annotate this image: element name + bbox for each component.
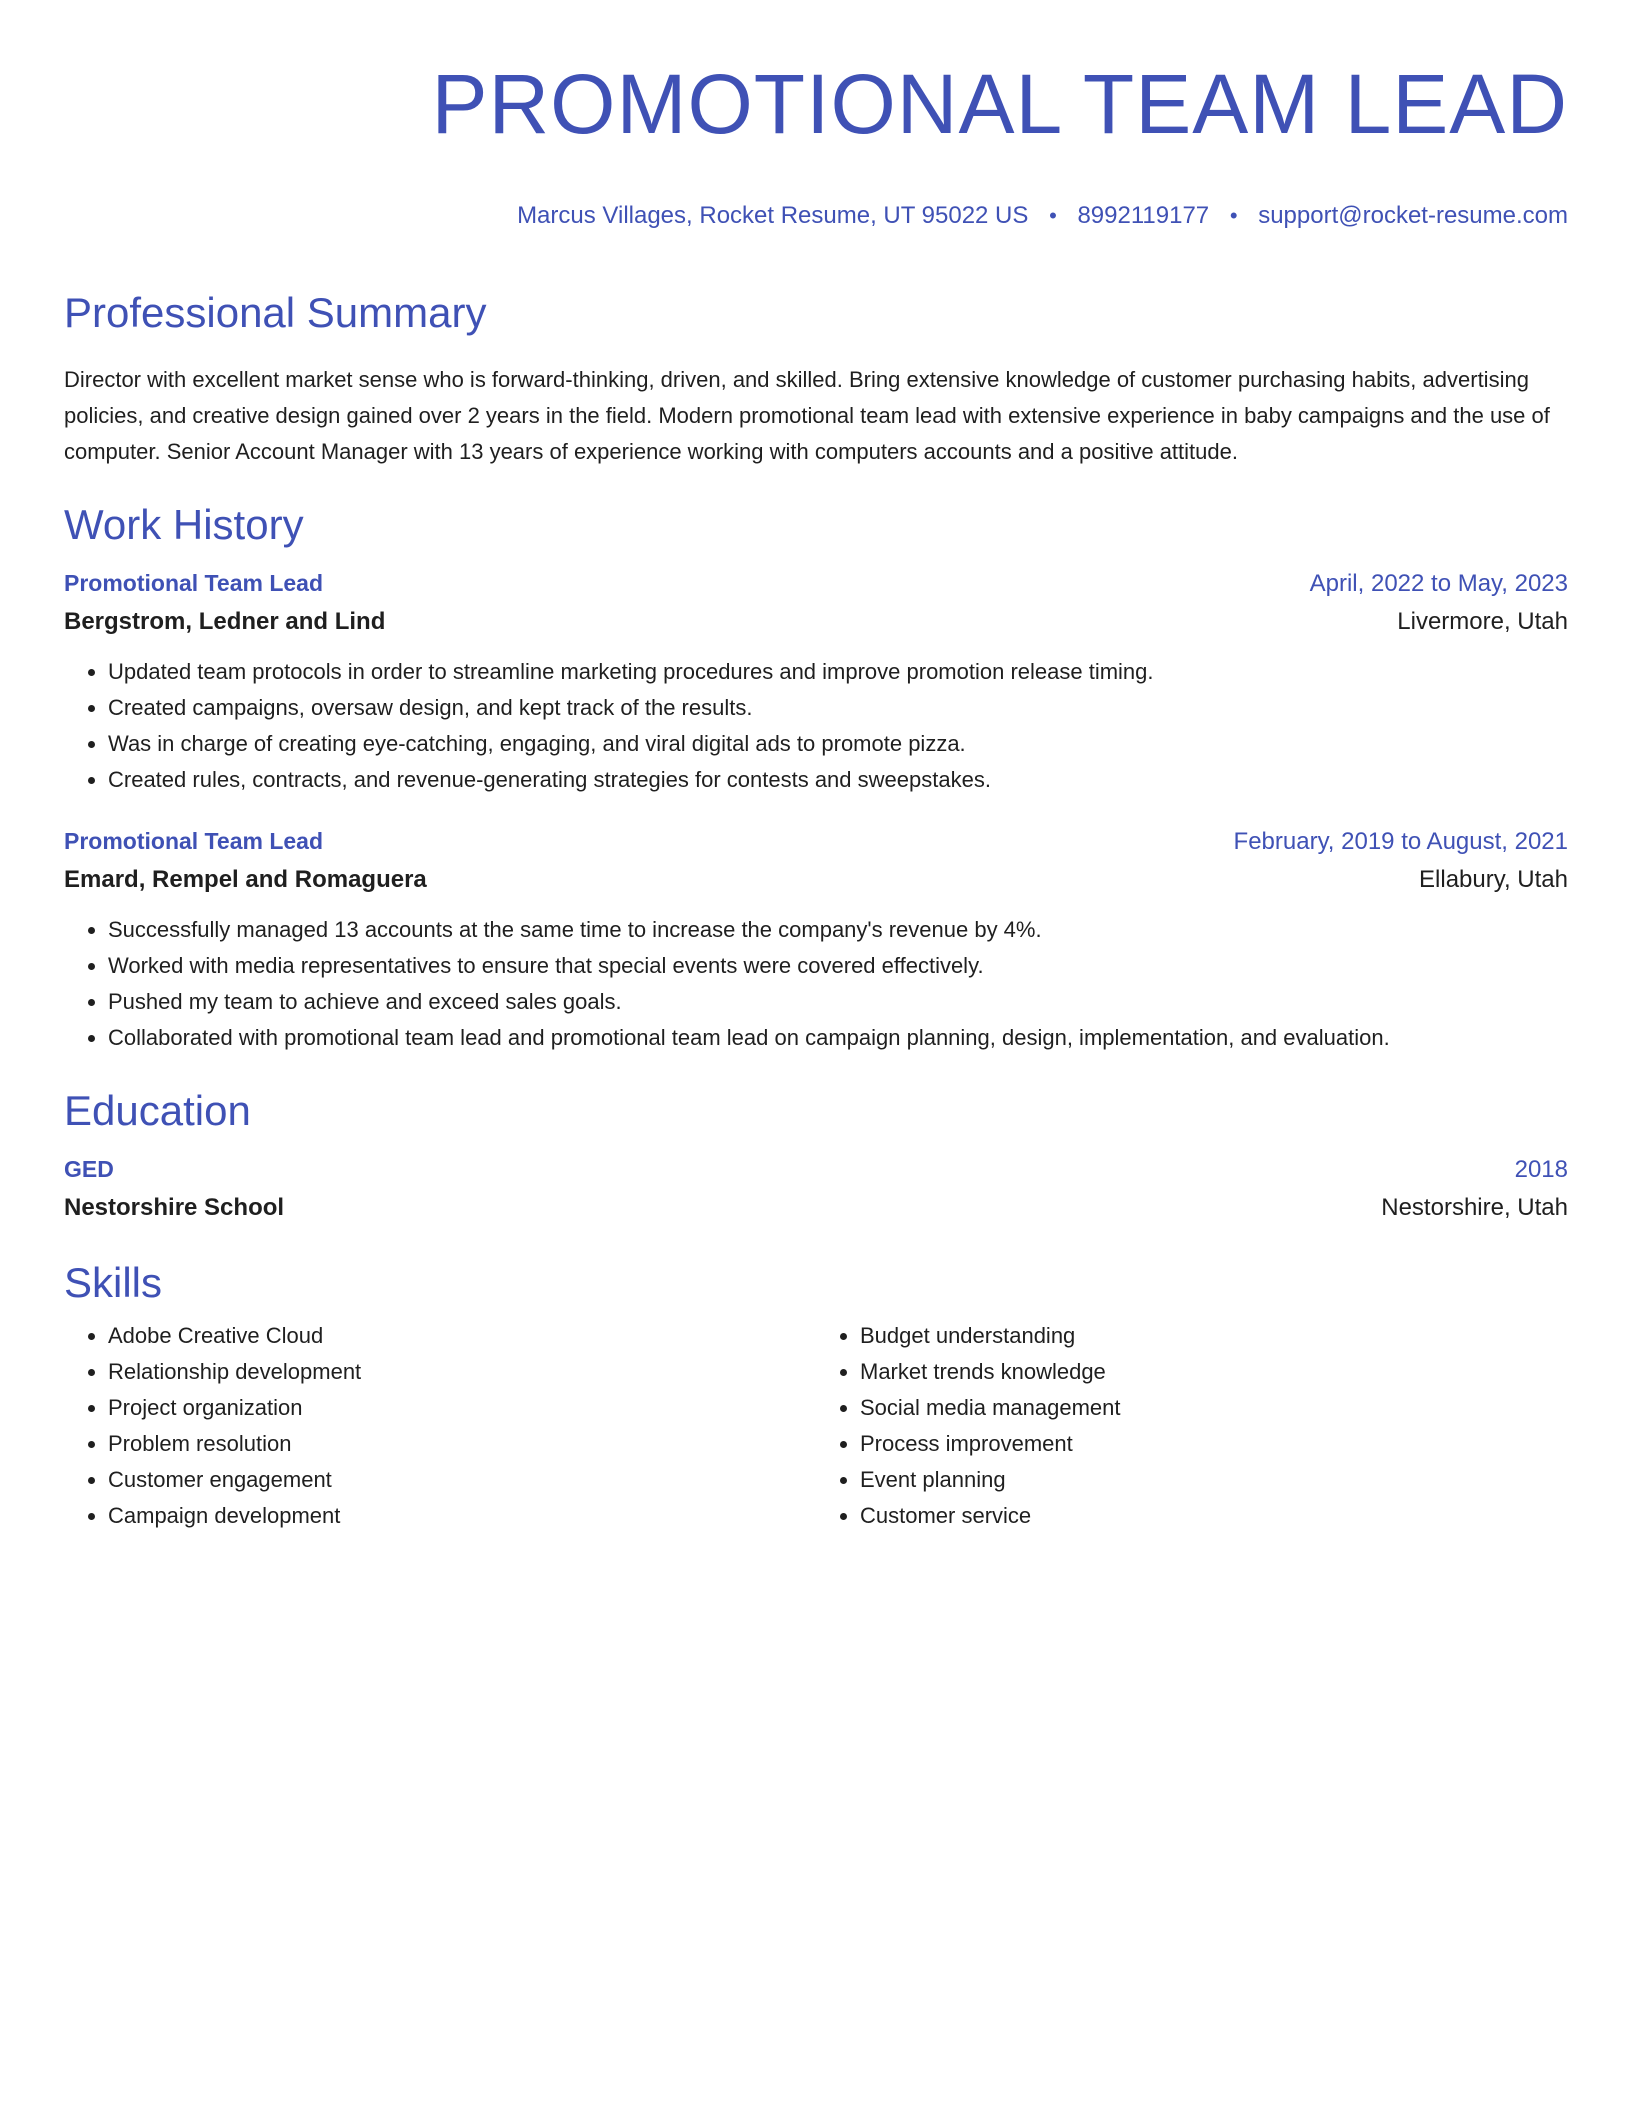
resume-page — [64, 0, 1568, 1534]
contact-email: support@rocket-resume.com — [1258, 202, 1568, 230]
contact-separator: • — [1049, 203, 1057, 229]
job-dates: April, 2022 to May, 2023 — [1309, 570, 1568, 598]
skill-item: • Social media management — [860, 1390, 1568, 1426]
education-location: Nestorshire, Utah — [1381, 1194, 1568, 1222]
contact-phone: 8992119177 — [1077, 202, 1210, 230]
job-bullet: • Created rules, contracts, and revenue-generating strategies for contests and sweepstakes. — [108, 762, 1568, 798]
skill-item: • Project organization — [108, 1390, 816, 1426]
contact-separator: • — [1229, 203, 1238, 229]
skills-column-left — [64, 1318, 816, 1534]
job-header-row — [64, 570, 1568, 598]
job-bullets — [64, 912, 1568, 1056]
education-degree: GED — [64, 1156, 114, 1183]
skill-item: • Budget understanding — [860, 1318, 1568, 1354]
job-entry — [64, 570, 1568, 798]
education-header-row — [64, 1156, 1568, 1184]
job-company-row — [64, 608, 1568, 636]
job-company: Bergstrom, Ledner and Lind — [64, 608, 386, 636]
skill-item: • Market trends knowledge — [860, 1354, 1568, 1390]
skill-item: • Customer service — [860, 1498, 1568, 1534]
job-bullet: • Pushed my team to achieve and exceed sales goals. — [108, 984, 1568, 1020]
job-bullet: • Was in charge of creating eye-catching, engaging, and viral digital ads to promote pizza. — [108, 726, 1568, 762]
skill-item: • Campaign development — [108, 1498, 816, 1534]
resume-title: PROMOTIONAL TEAM LEAD — [431, 57, 1568, 151]
skills-column-right — [816, 1318, 1568, 1534]
job-role: Promotional Team Lead — [64, 570, 324, 597]
job-bullet: • Worked with media representatives to ensure that special events were covered effectively. — [108, 948, 1568, 984]
education-school: Nestorshire School — [64, 1194, 285, 1222]
education-school-row — [64, 1194, 1568, 1222]
skill-item: • Event planning — [860, 1462, 1568, 1498]
job-bullet: • Created campaigns, oversaw design, and kept track of the results. — [108, 690, 1568, 726]
job-company-row — [64, 866, 1568, 894]
skill-item: • Customer engagement — [108, 1462, 816, 1498]
skill-item: • Relationship development — [108, 1354, 816, 1390]
job-location: Ellabury, Utah — [1419, 866, 1568, 894]
job-role: Promotional Team Lead — [64, 828, 324, 855]
education-heading: Education — [64, 1087, 251, 1135]
job-header-row — [64, 828, 1568, 856]
skills-list — [64, 1318, 1568, 1534]
summary-text: Director with excellent market sense who is forward-thinking, driven, and skilled. Bring extensive knowledge of customer purchasing habits, advertising policies, and creative design gained over 2 years in the field. Modern promotional team lead with extensive experience in baby campaigns and the use of computer. Senior Account Manager with 13 years of experience working with computers accounts and a positive attitude. — [64, 367, 1550, 465]
job-bullets — [64, 654, 1568, 798]
job-bullet: • Successfully managed 13 accounts at the same time to increase the company's revenue by 4%. — [108, 912, 1568, 948]
summary-heading: Professional Summary — [64, 289, 487, 337]
job-bullet: • Updated team protocols in order to streamline marketing procedures and improve promotion release timing. — [108, 654, 1568, 690]
skills-heading: Skills — [64, 1259, 163, 1307]
contact-line — [64, 202, 1568, 230]
job-company: Emard, Rempel and Romaguera — [64, 866, 427, 894]
contact-address: Marcus Villages, Rocket Resume, UT 95022 US — [517, 202, 1029, 230]
work-history-heading: Work History — [64, 501, 304, 549]
job-entry — [64, 828, 1568, 1056]
skill-item: • Adobe Creative Cloud — [108, 1318, 816, 1354]
job-location: Livermore, Utah — [1397, 608, 1568, 636]
job-bullet: • Collaborated with promotional team lead and promotional team lead on campaign planning, design, implementation, and evaluation. — [108, 1020, 1568, 1056]
education-year: 2018 — [1514, 1156, 1568, 1184]
skill-item: • Problem resolution — [108, 1426, 816, 1462]
skill-item: • Process improvement — [860, 1426, 1568, 1462]
job-dates: February, 2019 to August, 2021 — [1233, 828, 1568, 856]
education-entry — [64, 1156, 1568, 1222]
